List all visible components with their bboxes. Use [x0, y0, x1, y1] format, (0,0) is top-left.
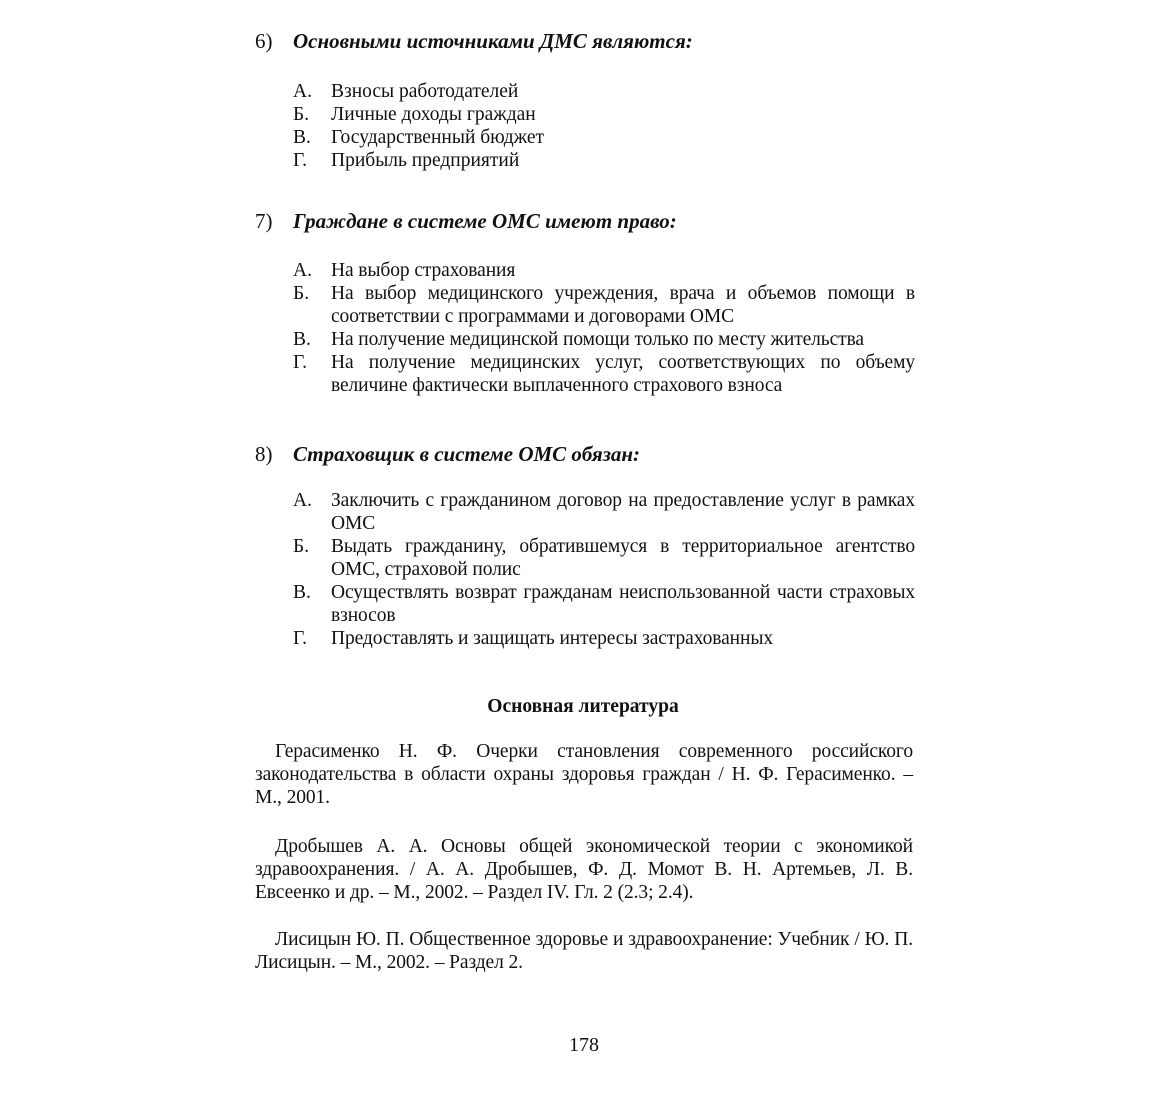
answer-options: [255, 80, 915, 172]
option-text: Заключить с гражданином договор на предоставление услуг в рамках ОМС: [331, 490, 915, 534]
answer-option: [293, 80, 915, 103]
question-8: [255, 441, 915, 650]
option-letter: Б.: [293, 104, 310, 125]
answer-option: [293, 259, 915, 282]
answer-options: [255, 259, 915, 397]
reference-item: Лисицын Ю. П. Общественное здоровье и здравоохранение: Учебник / Ю. П. Лисицын. – М., 2002. – Раздел 2.: [255, 929, 913, 973]
option-text: Государственный бюджет: [331, 127, 545, 148]
option-letter: Г.: [293, 150, 307, 171]
option-text: Взносы работодателей: [331, 81, 519, 102]
option-letter: А.: [293, 81, 312, 102]
option-text: Прибыль предприятий: [331, 150, 520, 171]
question-6: [255, 28, 915, 172]
option-text: Выдать гражданину, обратившемуся в территориальное агентство ОМС, страховой полис: [331, 536, 915, 580]
question-heading: [255, 208, 915, 234]
option-text: На выбор медицинского учреждения, врача и объемов помощи в соответствии с программами и договорами ОМС: [331, 283, 915, 327]
option-letter: В.: [293, 329, 311, 350]
option-letter: А.: [293, 260, 312, 281]
question-7: [255, 208, 915, 397]
option-letter: Б.: [293, 283, 310, 304]
question-text: Страховщик в системе ОМС обязан:: [293, 442, 641, 466]
answer-options: [255, 489, 915, 650]
answer-option: [293, 149, 915, 172]
question-text: Граждане в системе ОМС имеют право:: [293, 209, 677, 233]
answer-option: [293, 489, 915, 535]
answer-option: [293, 328, 915, 351]
question-number: 7): [255, 209, 273, 233]
answer-option: [293, 351, 915, 397]
option-letter: Б.: [293, 536, 310, 557]
question-text: Основными источниками ДМС являются:: [293, 29, 693, 53]
option-letter: В.: [293, 582, 311, 603]
answer-option: [293, 282, 915, 328]
reference-item: Дробышев А. А. Основы общей экономической теории с экономикой здравоохранения. / А. А. Дробышев, Ф. Д. Момот В. Н. Артемьев, Л. В. Евсеенко и др. – М., 2002. – Раздел IV. Гл. 2 (2.3; 2.4).: [255, 836, 913, 903]
option-text: Осуществлять возврат гражданам неиспользованной части страховых взносов: [331, 582, 915, 626]
option-letter: А.: [293, 490, 312, 511]
answer-option: [293, 103, 915, 126]
question-number: 8): [255, 442, 273, 466]
option-text: На получение медицинских услуг, соответствующих по объему величине фактически выплаченного страхового взноса: [331, 352, 915, 396]
question-heading: [255, 28, 915, 54]
option-text: Личные доходы граждан: [331, 104, 536, 125]
answer-option: [293, 535, 915, 581]
answer-option: [293, 126, 915, 149]
answer-option: [293, 627, 915, 650]
option-letter: Г.: [293, 352, 307, 373]
option-text: Предоставлять и защищать интересы застрахованных: [331, 628, 774, 649]
option-letter: Г.: [293, 628, 307, 649]
literature-heading: Основная литература: [487, 696, 679, 717]
answer-option: [293, 581, 915, 627]
option-letter: В.: [293, 127, 311, 148]
option-text: На получение медицинской помощи только по месту жительства: [331, 329, 864, 350]
option-text: На выбор страхования: [331, 260, 516, 281]
question-number: 6): [255, 29, 273, 53]
question-heading: [255, 441, 915, 467]
reference-item: Герасименко Н. Ф. Очерки становления современного российского законодательства в области охраны здоровья граждан / Н. Ф. Герасименко. – М., 2001.: [255, 741, 913, 808]
page-number: 178: [569, 1034, 599, 1056]
